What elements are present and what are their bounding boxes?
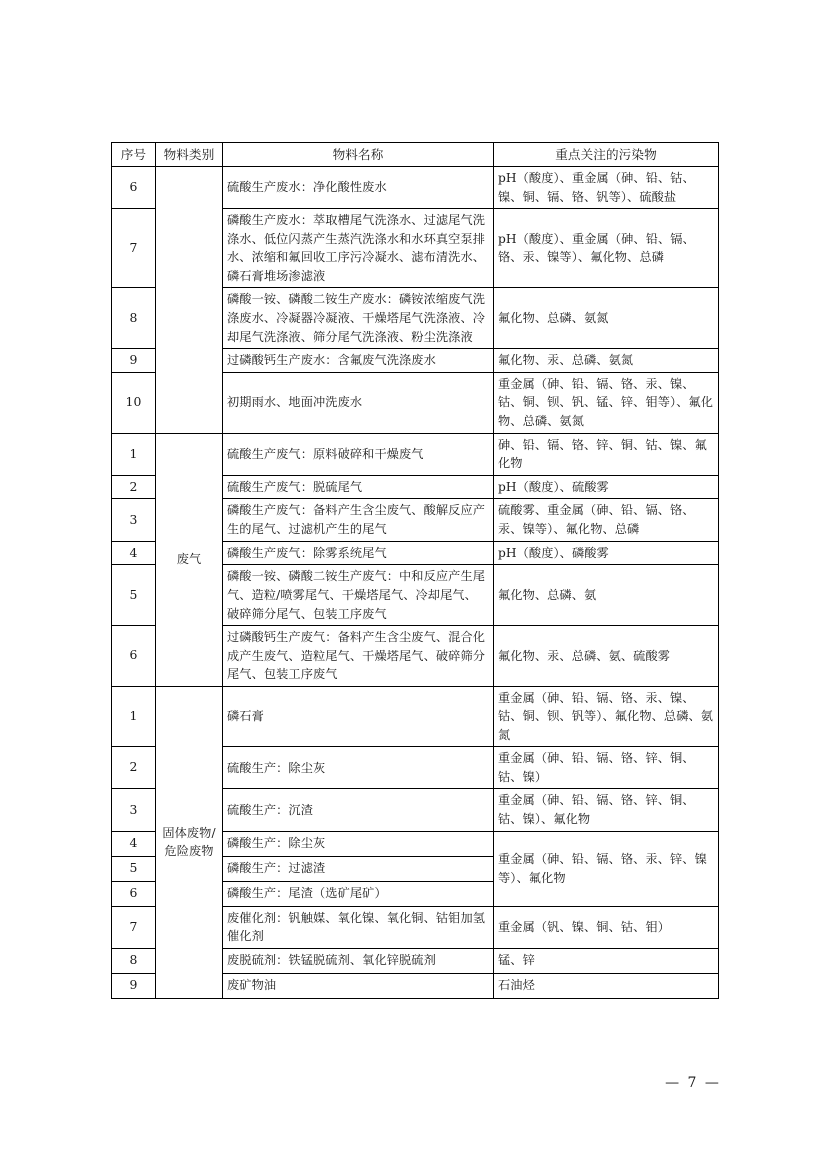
table-row: [112, 167, 719, 209]
cell-name: 废脱硫剂：铁锰脱硫剂、氧化锌脱硫剂: [223, 948, 494, 973]
cell-seq: 10: [112, 372, 156, 433]
cell-name: 硫酸生产废气：原料破碎和干燥废气: [223, 433, 494, 475]
cell-name: 磷酸生产废气：除雾系统尾气: [223, 541, 494, 565]
page-number: — 7 —: [665, 1075, 721, 1091]
cell-seq: 8: [112, 288, 156, 349]
cell-seq: 6: [112, 881, 156, 906]
cell-pollutants: pH（酸度）、重金属（砷、铅、镉、铬、汞、镍等）、氟化物、总磷: [494, 209, 719, 288]
header-name: 物料名称: [223, 143, 494, 167]
cell-pollutants: 重金属（砷、铅、镉、铬、汞、镍、钴、铜、钡、钒等）、氟化物、总磷、氨氮: [494, 686, 719, 747]
cell-category-line-1: 固体废物/: [162, 825, 216, 840]
table-row: [112, 433, 719, 475]
cell-category: 废气: [156, 433, 223, 686]
cell-seq: 1: [112, 433, 156, 475]
cell-pollutants: 重金属（钒、镍、铜、钴、钼）: [494, 906, 719, 948]
cell-seq: 2: [112, 747, 156, 789]
cell-name: 硫酸生产废水：净化酸性废水: [223, 167, 494, 209]
cell-name: 磷酸生产：尾渣（选矿尾矿）: [223, 881, 494, 906]
cell-name: 硫酸生产：沉渣: [223, 789, 494, 831]
cell-name: 磷酸一铵、磷酸二铵生产废水：磷铵浓缩废气洗涤废水、冷凝器冷凝液、干燥塔尾气洗涤液、冷却尾气洗涤液、筛分尾气洗涤液、粉尘洗涤液: [223, 288, 494, 349]
cell-pollutants: 氟化物、汞、总磷、氨、硫酸雾: [494, 626, 719, 687]
header-category: 物料类别: [156, 143, 223, 167]
cell-pollutants: 砷、铅、镉、铬、锌、铜、钴、镍、氟化物: [494, 433, 719, 475]
material-pollutant-table-container: [111, 142, 718, 999]
cell-pollutants: pH（酸度）、重金属（砷、铅、钴、镍、铜、镉、铬、钒等）、硫酸盐: [494, 167, 719, 209]
table-row: [112, 686, 719, 747]
table-body: [112, 167, 719, 998]
cell-name: 初期雨水、地面冲洗废水: [223, 372, 494, 433]
cell-seq: 5: [112, 856, 156, 881]
cell-pollutants: 锰、锌: [494, 948, 719, 973]
cell-seq: 6: [112, 626, 156, 687]
cell-pollutants: 氟化物、汞、总磷、氨氮: [494, 349, 719, 373]
cell-category-line-2: 危险废物: [164, 844, 214, 859]
cell-seq: 1: [112, 686, 156, 747]
cell-seq: 3: [112, 789, 156, 831]
cell-pollutants: 氟化物、总磷、氨: [494, 565, 719, 626]
cell-pollutants: 重金属（砷、铅、镉、铬、汞、锌、镍等）、氟化物: [494, 831, 719, 906]
cell-name: 废矿物油: [223, 973, 494, 998]
cell-name: 磷石膏: [223, 686, 494, 747]
cell-name: 硫酸生产废气：脱硫尾气: [223, 475, 494, 499]
cell-name: 磷酸生产：除尘灰: [223, 831, 494, 856]
cell-pollutants: 石油烃: [494, 973, 719, 998]
cell-seq: 7: [112, 209, 156, 288]
cell-seq: 8: [112, 948, 156, 973]
cell-category: [156, 167, 223, 433]
cell-pollutants: 重金属（砷、铅、镉、铬、锌、铜、钴、镍）、氟化物: [494, 789, 719, 831]
cell-pollutants: 硫酸雾、重金属（砷、铅、镉、铬、汞、镍等）、氟化物、总磷: [494, 499, 719, 541]
cell-seq: 4: [112, 831, 156, 856]
cell-seq: 7: [112, 906, 156, 948]
cell-name: 过磷酸钙生产废气：备料产生含尘废气、混合化成产生废气、造粒尾气、干燥塔尾气、破碎筛分尾气、包装工序废气: [223, 626, 494, 687]
header-pollutants: 重点关注的污染物: [494, 143, 719, 167]
cell-name: 过磷酸钙生产废水：含氟废气洗涤废水: [223, 349, 494, 373]
cell-category: [156, 686, 223, 998]
header-seq: 序号: [112, 143, 156, 167]
cell-seq: 3: [112, 499, 156, 541]
table-header-row: [112, 143, 719, 167]
cell-seq: 9: [112, 973, 156, 998]
cell-pollutants: 重金属（砷、铅、镉、铬、锌、铜、钴、镍）: [494, 747, 719, 789]
cell-seq: 5: [112, 565, 156, 626]
cell-name: 硫酸生产：除尘灰: [223, 747, 494, 789]
page-footer: [0, 1075, 826, 1091]
cell-seq: 2: [112, 475, 156, 499]
cell-pollutants: 重金属（砷、铅、镉、铬、汞、镍、钴、铜、钡、钒、锰、锌、钼等）、氟化物、总磷、氨氮: [494, 372, 719, 433]
cell-name: 磷酸一铵、磷酸二铵生产废气：中和反应产生尾气、造粒/喷雾尾气、干燥塔尾气、冷却尾气、破碎筛分尾气、包装工序废气: [223, 565, 494, 626]
cell-pollutants: pH（酸度）、硫酸雾: [494, 475, 719, 499]
cell-name: 磷酸生产废水：萃取槽尾气洗涤水、过滤尾气洗涤水、低位闪蒸产生蒸汽洗涤水和水环真空泵排水、浓缩和氟回收工序污冷凝水、滤布清洗水、磷石膏堆场渗滤液: [223, 209, 494, 288]
cell-seq: 6: [112, 167, 156, 209]
cell-pollutants: 氟化物、总磷、氨氮: [494, 288, 719, 349]
cell-name: 废催化剂：钒触媒、氧化镍、氧化铜、钴钼加氢催化剂: [223, 906, 494, 948]
cell-name: 磷酸生产废气：备料产生含尘废气、酸解反应产生的尾气、过滤机产生的尾气: [223, 499, 494, 541]
cell-seq: 4: [112, 541, 156, 565]
cell-pollutants: pH（酸度）、磷酸雾: [494, 541, 719, 565]
cell-name: 磷酸生产：过滤渣: [223, 856, 494, 881]
material-pollutant-table: [111, 142, 719, 999]
cell-seq: 9: [112, 349, 156, 373]
